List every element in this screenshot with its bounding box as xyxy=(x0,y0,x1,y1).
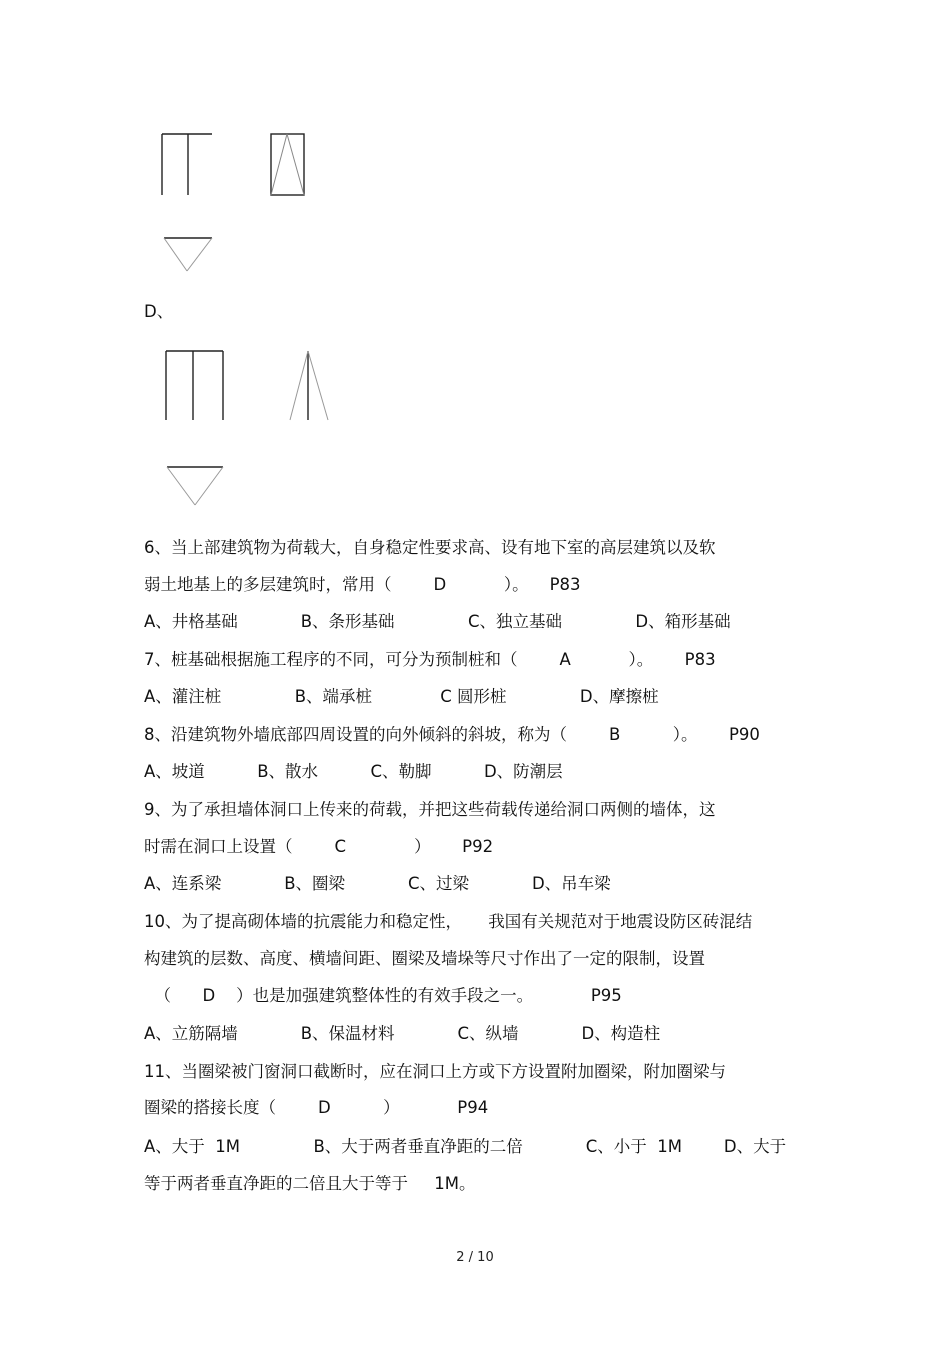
question-10-stem-line-3: （ D ）也是加强建筑整体性的有效手段之一。 P95 xyxy=(144,986,622,1005)
question-6-options: A、井格基础 B、条形基础 C、独立基础 D、箱形基础 xyxy=(144,612,731,631)
question-8-options: A、坡道 B、散水 C、勒脚 D、防潮层 xyxy=(144,762,563,781)
question-10-stem-line-2: 构建筑的层数、高度、横墙间距、圈梁及墙垛等尺寸作出了一定的限制，设置 xyxy=(144,949,705,968)
option-d-label: D、 xyxy=(144,302,174,321)
question-7-stem-line-1: 7、桩基础根据施工程序的不同，可分为预制桩和（ A ）。 P83 xyxy=(144,650,716,669)
question-10-options: A、立筋隔墙 B、保温材料 C、纵墙 D、构造柱 xyxy=(144,1024,661,1043)
question-7-options: A、灌注桩 B、端承桩 C 圆形桩 D、摩擦桩 xyxy=(144,687,659,706)
page-number: 2 / 10 xyxy=(456,1250,494,1265)
question-11-options-line-2: 等于两者垂直净距的二倍且大于等于 1M。 xyxy=(144,1174,476,1193)
question-10-stem-line-1: 10、为了提高砌体墙的抗震能力和稳定性， 我国有关规范对于地震设防区砖混结 xyxy=(144,912,753,931)
question-9-stem-line-1: 9、为了承担墙体洞口上传来的荷载，并把这些荷载传递给洞口两侧的墙体，这 xyxy=(144,800,716,819)
question-6-stem-line-2: 弱土地基上的多层建筑时，常用（ D ）。 P83 xyxy=(144,575,581,594)
figure-option-d-elevation xyxy=(155,340,345,515)
figure-option-c-elevation xyxy=(150,125,320,280)
double-wall-figure xyxy=(166,351,223,420)
wall-section-figure xyxy=(162,134,212,195)
question-8-stem-line-1: 8、沿建筑物外墙底部四周设置的向外倾斜的斜坡，称为（ B ）。 P90 xyxy=(144,725,760,744)
pile-box-figure xyxy=(271,134,304,195)
pile-lines-figure xyxy=(290,351,328,420)
question-11-stem-line-1: 11、当圈梁被门窗洞口截断时，应在洞口上方或下方设置附加圈梁，附加圈梁与 xyxy=(144,1062,726,1081)
question-9-options: A、连系梁 B、圈梁 C、过梁 D、吊车梁 xyxy=(144,874,611,893)
question-11-stem-line-2: 圈梁的搭接长度（ D ） P94 xyxy=(144,1098,489,1117)
triangle-symbol-figure xyxy=(167,467,223,505)
question-6-stem-line-1: 6、当上部建筑物为荷载大，自身稳定性要求高、设有地下室的高层建筑以及软 xyxy=(144,538,716,557)
triangle-symbol-figure xyxy=(164,238,212,271)
question-9-stem-line-2: 时需在洞口上设置（ C ） P92 xyxy=(144,837,494,856)
question-11-options-line-1: A、大于 1M B、大于两者垂直净距的二倍 C、小于 1M D、大于 xyxy=(144,1137,787,1156)
